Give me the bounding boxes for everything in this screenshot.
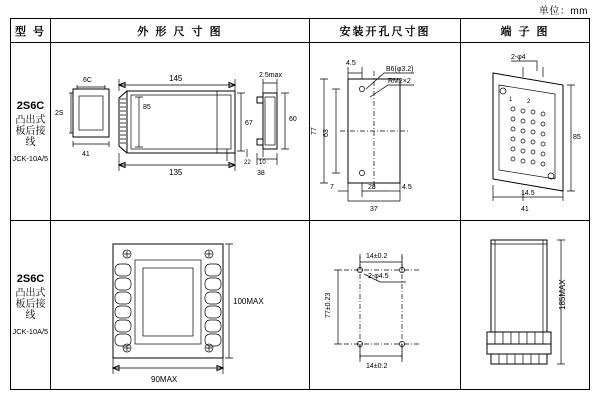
svg-text:135: 135 <box>169 167 183 177</box>
model-description: 凸出式板后接线 <box>15 114 46 148</box>
table-row <box>11 43 590 221</box>
svg-text:41: 41 <box>521 205 529 213</box>
svg-text:6C: 6C <box>83 76 92 84</box>
mounting-drawing-1 <box>310 49 458 215</box>
svg-text:RM2×2: RM2×2 <box>388 77 411 85</box>
outline-drawing-cell-2 <box>51 220 310 389</box>
svg-text:85: 85 <box>573 133 581 141</box>
svg-text:10: 10 <box>259 159 266 166</box>
outline-drawing-1 <box>51 49 307 215</box>
svg-text:41: 41 <box>82 150 90 158</box>
svg-text:77±0.23: 77±0.23 <box>325 292 332 318</box>
svg-text:7: 7 <box>330 183 334 191</box>
svg-text:2-φ4: 2-φ4 <box>511 53 526 61</box>
model-description: 凸出式板后接线 <box>15 287 46 322</box>
header-mounting: 安装开孔尺寸图 <box>310 19 461 43</box>
dimension-table <box>10 18 590 390</box>
model-code: 2S6C <box>16 273 45 286</box>
svg-text:28: 28 <box>368 183 376 191</box>
mounting-drawing-cell-1 <box>310 43 461 221</box>
svg-text:14±0.2: 14±0.2 <box>366 362 388 370</box>
svg-text:63: 63 <box>323 128 330 137</box>
svg-text:14.5: 14.5 <box>521 189 535 197</box>
svg-text:2.5max: 2.5max <box>259 71 282 79</box>
mounting-drawing-cell-2 <box>310 220 461 389</box>
svg-text:60: 60 <box>289 115 297 123</box>
header-model: 型 号 <box>11 19 51 43</box>
svg-text:85: 85 <box>143 103 151 111</box>
model-cell <box>11 220 51 389</box>
outline-drawing-2 <box>51 226 307 384</box>
table-row <box>11 220 590 389</box>
svg-text:14±0.2: 14±0.2 <box>366 252 388 260</box>
model-footnote: JCK-10A/5 <box>12 154 49 163</box>
table-header-row <box>11 19 590 43</box>
terminal-drawing-cell-2 <box>461 220 590 389</box>
model-footnote: JCK-10A/5 <box>12 327 49 337</box>
terminal-drawing-2 <box>461 226 587 384</box>
svg-text:4.5: 4.5 <box>402 183 412 191</box>
terminal-drawing-cell-1 <box>461 43 590 221</box>
svg-text:38: 38 <box>257 169 265 177</box>
svg-text:2-φ4.5: 2-φ4.5 <box>368 272 389 280</box>
model-cell <box>11 43 51 221</box>
header-terminal: 端 子 图 <box>461 19 590 43</box>
svg-text:2S: 2S <box>55 109 64 117</box>
svg-text:2: 2 <box>527 98 531 105</box>
svg-text:22: 22 <box>244 159 251 166</box>
svg-text:37: 37 <box>370 205 378 213</box>
terminal-drawing-1 <box>461 49 587 215</box>
svg-text:4.5: 4.5 <box>346 59 356 67</box>
outline-drawing-cell-1 <box>51 43 310 221</box>
unit-note: 单位：mm <box>538 6 588 17</box>
svg-text:77: 77 <box>311 126 318 135</box>
svg-text:1: 1 <box>509 96 513 103</box>
header-outline: 外 形 尺 寸 图 <box>51 19 310 43</box>
svg-text:67: 67 <box>245 119 253 127</box>
svg-text:185MAX: 185MAX <box>558 279 567 310</box>
svg-text:100MAX: 100MAX <box>233 296 264 306</box>
svg-text:90MAX: 90MAX <box>151 374 178 384</box>
svg-text:145: 145 <box>169 73 183 83</box>
svg-text:B6(φ3.2): B6(φ3.2) <box>386 65 414 73</box>
mounting-drawing-2 <box>310 226 458 384</box>
model-code: 2S6C <box>16 99 45 112</box>
